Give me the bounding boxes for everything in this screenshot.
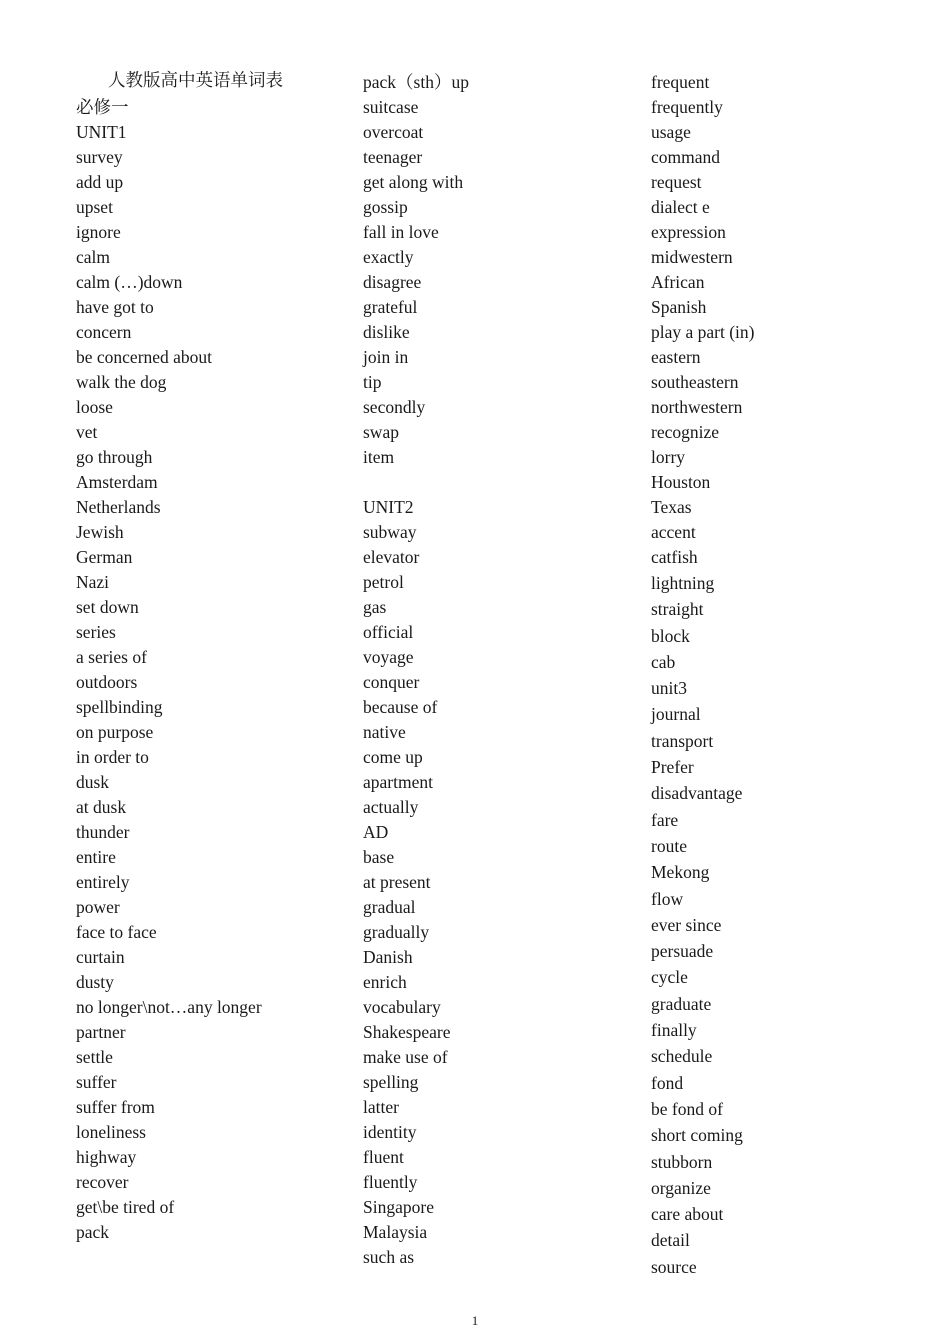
- word-entry: cab: [651, 651, 676, 672]
- word-entry: Danish: [363, 947, 413, 967]
- word-entry: pack: [76, 1222, 110, 1242]
- word-entry: frequently: [651, 97, 723, 117]
- word-entry: Malaysia: [363, 1222, 428, 1242]
- word-entry: add up: [76, 172, 124, 192]
- word-entry: fluently: [363, 1172, 418, 1192]
- word-entry: entire: [76, 847, 116, 867]
- word-entry: request: [651, 172, 702, 192]
- word-entry: curtain: [76, 947, 125, 967]
- word-entry: catfish: [651, 547, 698, 567]
- word-entry: have got to: [76, 297, 154, 317]
- word-entry: lightning: [651, 573, 715, 593]
- word-entry: stubborn: [651, 1151, 713, 1172]
- word-entry: swap: [363, 422, 399, 442]
- word-entry: German: [76, 547, 133, 567]
- word-entry: AD: [363, 822, 389, 842]
- word-entry: dislike: [363, 322, 410, 342]
- word-entry: go through: [76, 447, 153, 467]
- word-entry: loose: [76, 397, 113, 417]
- word-entry: [363, 470, 469, 495]
- word-entry: actually: [363, 797, 419, 817]
- word-entry: eastern: [651, 347, 701, 367]
- word-entry: item: [363, 447, 395, 467]
- word-entry: spelling: [363, 1072, 419, 1092]
- word-entry: gradual: [363, 897, 416, 917]
- word-entry: care about: [651, 1204, 724, 1225]
- word-entry: be concerned about: [76, 347, 213, 367]
- word-entry: get along with: [363, 172, 464, 192]
- word-column-2: [363, 70, 469, 1270]
- word-entry: such as: [363, 1247, 415, 1267]
- word-entry: short coming: [651, 1125, 743, 1146]
- word-entry: unit3: [651, 678, 687, 699]
- word-entry: overcoat: [363, 122, 424, 142]
- word-entry: lorry: [651, 447, 686, 467]
- word-entry: join in: [363, 347, 409, 367]
- word-entry: survey: [76, 147, 123, 167]
- word-entry: be fond of: [651, 1098, 723, 1119]
- word-entry: journal: [651, 704, 701, 725]
- word-entry: calm: [76, 247, 111, 267]
- word-entry: route: [651, 835, 687, 856]
- word-entry: organize: [651, 1177, 711, 1198]
- word-entry: transport: [651, 730, 714, 751]
- word-entry: on purpose: [76, 722, 154, 742]
- word-entry: face to face: [76, 922, 157, 942]
- word-entry: latter: [363, 1097, 399, 1117]
- word-entry: Prefer: [651, 757, 694, 778]
- word-entry: official: [363, 622, 414, 642]
- word-entry: get\be tired of: [76, 1197, 175, 1217]
- word-entry: disadvantage: [651, 783, 743, 804]
- word-entry: in order to: [76, 747, 149, 767]
- word-entry: Nazi: [76, 572, 110, 592]
- word-entry: southeastern: [651, 372, 739, 392]
- page-number: 1: [471, 1313, 479, 1328]
- word-entry: conquer: [363, 672, 420, 692]
- word-entry: series: [76, 622, 116, 642]
- word-entry: power: [76, 897, 120, 917]
- word-entry: Amsterdam: [76, 472, 158, 492]
- word-entry: suffer: [76, 1072, 117, 1092]
- word-entry: spellbinding: [76, 697, 163, 717]
- word-entry: exactly: [363, 247, 414, 267]
- word-entry: dialect e: [651, 197, 710, 217]
- word-entry: source: [651, 1256, 697, 1277]
- word-entry: command: [651, 147, 721, 167]
- word-entry: fluent: [363, 1147, 404, 1167]
- word-entry: secondly: [363, 397, 426, 417]
- word-entry: no longer\not…any longer: [76, 997, 262, 1017]
- word-entry: fall in love: [363, 222, 439, 242]
- word-entry: Houston: [651, 472, 711, 492]
- word-entry: come up: [363, 747, 423, 767]
- word-entry: cycle: [651, 967, 688, 988]
- word-entry: play a part (in): [651, 322, 755, 342]
- word-entry: Shakespeare: [363, 1022, 451, 1042]
- word-entry: frequent: [651, 72, 710, 92]
- document-title: 人教版高中英语单词表: [108, 70, 283, 90]
- word-entry: identity: [363, 1122, 417, 1142]
- word-entry: thunder: [76, 822, 130, 842]
- word-entry: dusk: [76, 772, 110, 792]
- word-entry: make use of: [363, 1047, 448, 1067]
- word-entry: Mekong: [651, 862, 710, 883]
- word-entry: loneliness: [76, 1122, 146, 1142]
- word-entry: tip: [363, 372, 382, 392]
- word-entry: settle: [76, 1047, 113, 1067]
- word-entry: flow: [651, 888, 684, 909]
- word-entry: native: [363, 722, 406, 742]
- word-entry: elevator: [363, 547, 420, 567]
- word-entry: 必修一: [76, 97, 129, 117]
- word-entry: usage: [651, 122, 691, 142]
- word-entry: northwestern: [651, 397, 743, 417]
- word-entry: Netherlands: [76, 497, 161, 517]
- word-entry: enrich: [363, 972, 407, 992]
- word-entry: partner: [76, 1022, 126, 1042]
- word-entry: a series of: [76, 647, 147, 667]
- word-entry: apartment: [363, 772, 433, 792]
- word-entry: suitcase: [363, 97, 419, 117]
- word-entry: highway: [76, 1147, 137, 1167]
- word-entry: UNIT1: [76, 122, 127, 142]
- word-entry: ignore: [76, 222, 121, 242]
- word-entry: fare: [651, 809, 679, 830]
- word-entry: at dusk: [76, 797, 127, 817]
- word-entry: ever since: [651, 914, 722, 935]
- word-entry: set down: [76, 597, 139, 617]
- word-entry: vocabulary: [363, 997, 441, 1017]
- word-entry: outdoors: [76, 672, 138, 692]
- word-entry: gas: [363, 597, 387, 617]
- word-entry: expression: [651, 222, 726, 242]
- word-entry: upset: [76, 197, 113, 217]
- word-entry: [76, 70, 262, 95]
- word-entry: finally: [651, 1020, 697, 1041]
- word-entry: dusty: [76, 972, 114, 992]
- word-entry: at present: [363, 872, 431, 892]
- word-entry: Spanish: [651, 297, 707, 317]
- word-entry: midwestern: [651, 247, 733, 267]
- word-entry: because of: [363, 697, 438, 717]
- word-entry: graduate: [651, 993, 712, 1014]
- word-entry: petrol: [363, 572, 404, 592]
- word-entry: Texas: [651, 497, 692, 517]
- word-entry: gossip: [363, 197, 408, 217]
- word-entry: straight: [651, 599, 704, 620]
- word-entry: fond: [651, 1072, 684, 1093]
- word-entry: concern: [76, 322, 132, 342]
- word-entry: vet: [76, 422, 98, 442]
- word-column-1: [76, 70, 262, 1245]
- word-entry: walk the dog: [76, 372, 167, 392]
- word-column-3: [651, 70, 755, 1280]
- word-entry: suffer from: [76, 1097, 155, 1117]
- word-entry: accent: [651, 522, 696, 542]
- word-entry: block: [651, 625, 690, 646]
- word-entry: subway: [363, 522, 417, 542]
- word-entry: calm (…)down: [76, 272, 183, 292]
- word-entry: base: [363, 847, 395, 867]
- word-entry: African: [651, 272, 705, 292]
- word-entry: UNIT2: [363, 497, 414, 517]
- word-entry: Singapore: [363, 1197, 434, 1217]
- word-entry: schedule: [651, 1046, 713, 1067]
- word-entry: persuade: [651, 941, 714, 962]
- word-entry: disagree: [363, 272, 422, 292]
- word-entry: voyage: [363, 647, 414, 667]
- word-entry: teenager: [363, 147, 423, 167]
- word-entry: Jewish: [76, 522, 124, 542]
- word-entry: entirely: [76, 872, 130, 892]
- word-entry: recover: [76, 1172, 129, 1192]
- word-entry: gradually: [363, 922, 430, 942]
- word-entry: detail: [651, 1230, 690, 1251]
- word-entry: pack（sth）up: [363, 72, 469, 92]
- word-entry: recognize: [651, 422, 720, 442]
- word-entry: grateful: [363, 297, 418, 317]
